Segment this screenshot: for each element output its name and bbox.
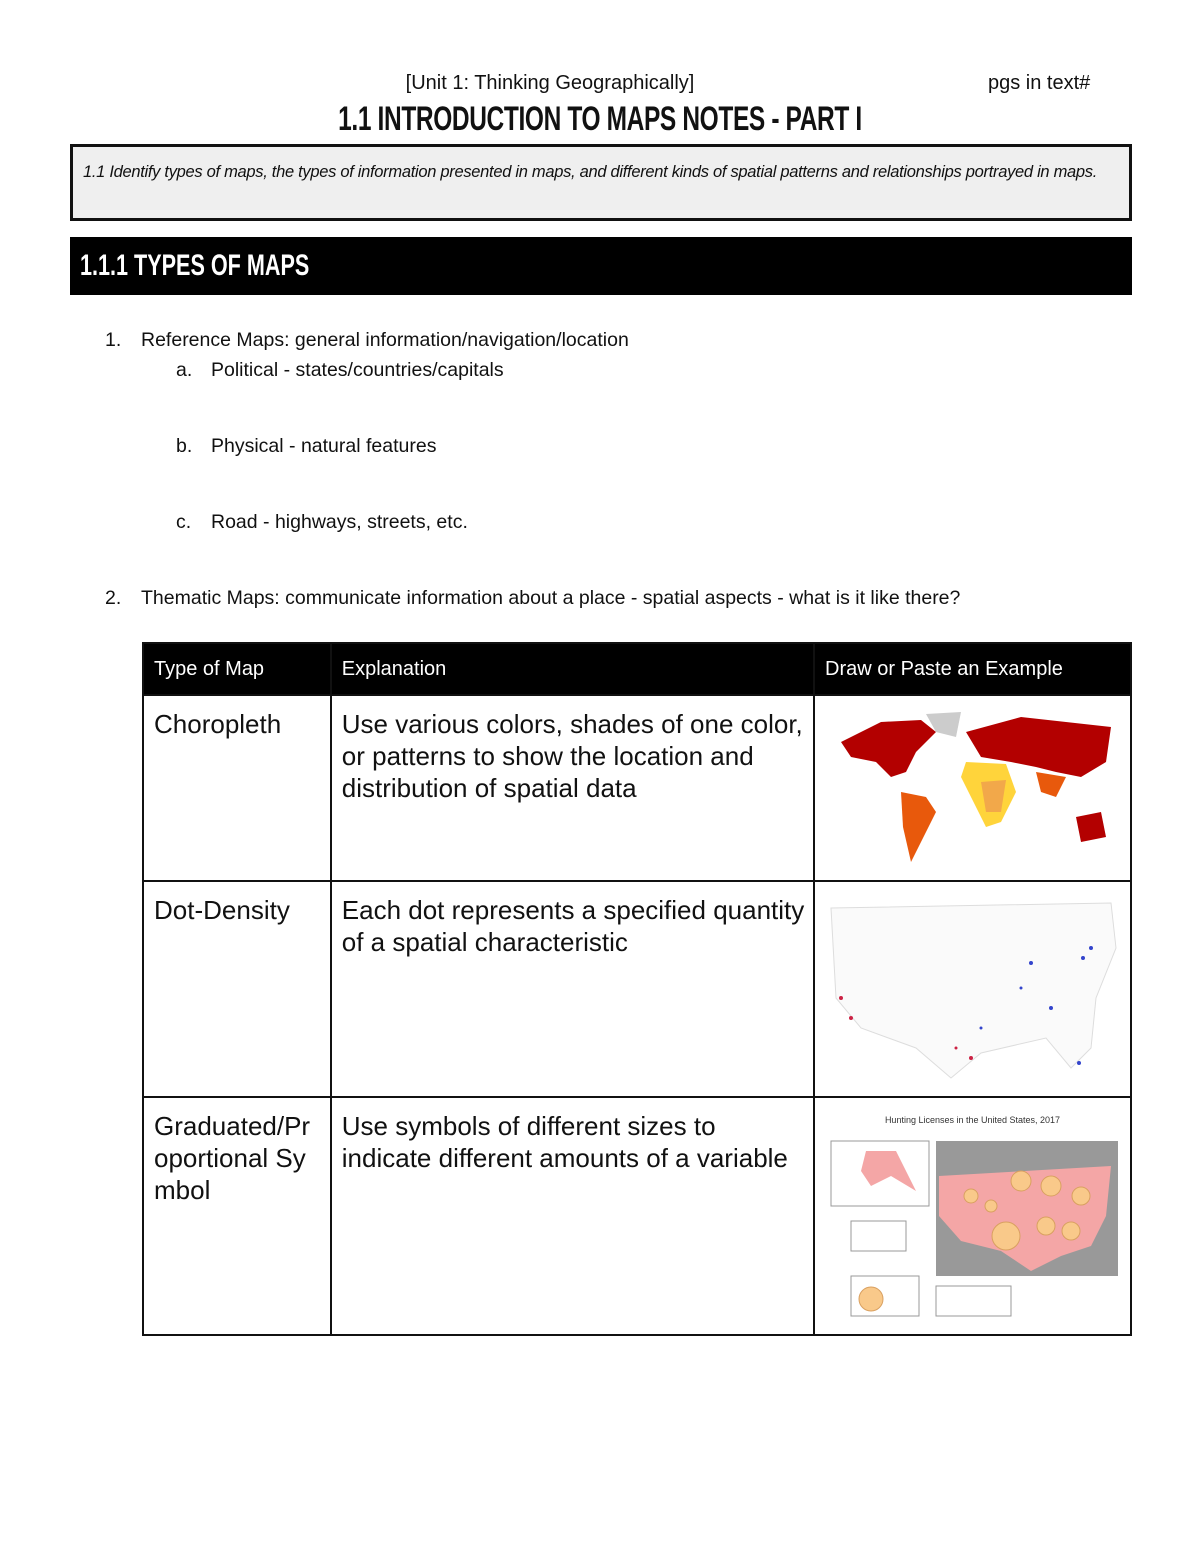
choropleth-map-image bbox=[821, 702, 1121, 867]
map-explanation: Use various colors, shades of one color, or patterns to show the location and distribution of spatial data bbox=[331, 695, 814, 881]
list-item: Thematic Maps: communicate information about a place - spatial aspects - what is it like there? bbox=[141, 587, 961, 609]
unit-heading bbox=[0, 72, 1100, 95]
sub-item: Road - highways, streets, etc. bbox=[211, 511, 468, 533]
table-header-row bbox=[143, 643, 1131, 695]
unit-text: [Unit 1: Thinking Geographically] bbox=[405, 72, 695, 94]
sub-letter: b. bbox=[176, 435, 193, 457]
map-type: Choropleth bbox=[143, 695, 331, 881]
dot-density-map-image bbox=[821, 888, 1121, 1083]
map-type: Graduated/Proportional Symbol bbox=[143, 1097, 331, 1335]
map-explanation: Each dot represents a specified quantity of a spatial characteristic bbox=[331, 881, 814, 1097]
map-types-table bbox=[142, 642, 1132, 1336]
list-item: Reference Maps: general information/navigation/location bbox=[141, 329, 629, 351]
table-row bbox=[143, 695, 1131, 881]
list-number: 1. bbox=[105, 329, 122, 351]
sub-item: Physical - natural features bbox=[211, 435, 437, 457]
proportional-symbol-example-image bbox=[814, 1097, 1131, 1335]
choropleth-example-image bbox=[814, 695, 1131, 881]
list-number: 2. bbox=[105, 587, 122, 609]
example-map-title: Hunting Licenses in the United States, 2017 bbox=[884, 1115, 1061, 1125]
dot-density-example-image bbox=[814, 881, 1131, 1097]
column-header: Explanation bbox=[331, 643, 814, 695]
section-header bbox=[70, 237, 1132, 295]
objective-box: 1.1 Identify types of maps, the types of information presented in maps, and different kinds of spatial patterns and relationships portrayed in maps. bbox=[70, 144, 1132, 221]
sub-letter: a. bbox=[176, 359, 193, 381]
map-explanation: Use symbols of different sizes to indicate different amounts of a variable bbox=[331, 1097, 814, 1335]
sub-letter: c. bbox=[176, 511, 192, 533]
sub-item: Political - states/countries/capitals bbox=[211, 359, 504, 381]
page-title: 1.1 INTRODUCTION TO MAPS NOTES - PART I bbox=[338, 100, 862, 138]
section-title: 1.1.1 TYPES OF MAPS bbox=[80, 249, 310, 282]
pages-label: pgs in text# bbox=[988, 72, 1091, 94]
table-row bbox=[143, 881, 1131, 1097]
map-type: Dot-Density bbox=[143, 881, 331, 1097]
table-row bbox=[143, 1097, 1131, 1335]
proportional-symbol-map-image bbox=[821, 1136, 1121, 1321]
column-header: Draw or Paste an Example bbox=[814, 643, 1131, 695]
column-header: Type of Map bbox=[143, 643, 331, 695]
